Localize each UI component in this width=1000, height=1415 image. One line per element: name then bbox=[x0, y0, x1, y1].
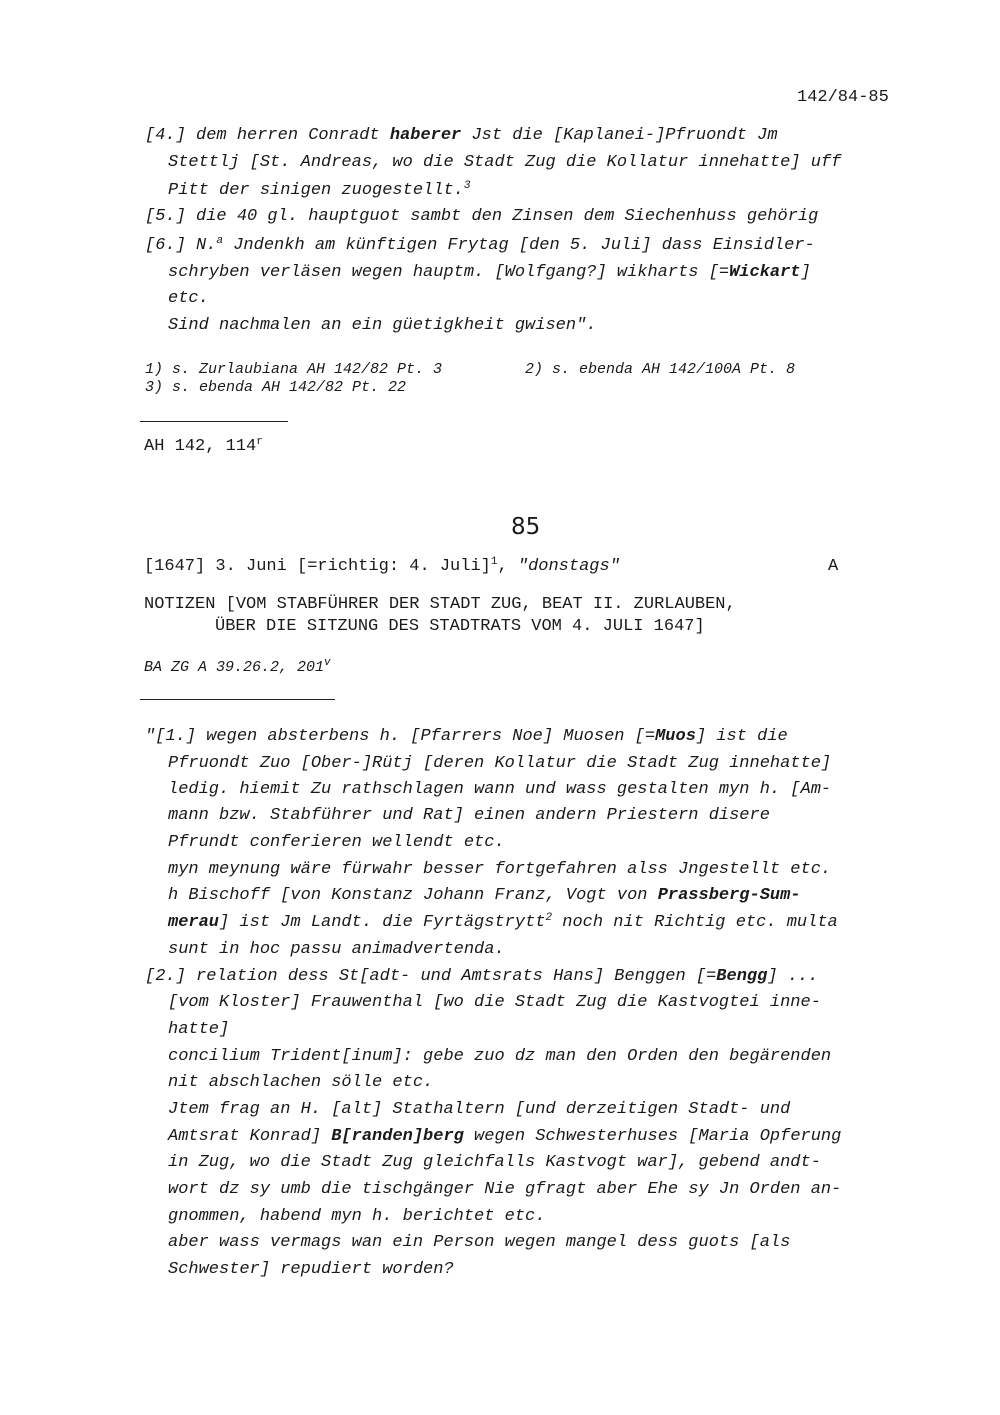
footnote-marker: 3 bbox=[463, 180, 471, 192]
bold-name: B[randen]berg bbox=[331, 1127, 464, 1146]
quoted-day: "donstags" bbox=[517, 557, 620, 576]
text-run: Jndenkh am künftigen Frytag [den 5. Juli] dass Einsidler- bbox=[223, 236, 815, 255]
text-run: schryben verläsen wegen hauptm. [Wolfgang?] wikharts [= bbox=[168, 263, 730, 282]
footnote: 1) s. Zurlaubiana AH 142/82 Pt. 3 bbox=[145, 361, 443, 378]
document-letter: A bbox=[828, 557, 839, 576]
footnote-marker: 2 bbox=[545, 912, 553, 924]
document-title-line: ÜBER DIE SITZUNG DES STADTRATS VOM 4. JULI 1647] bbox=[215, 617, 705, 636]
text-run: AH 142, 114 bbox=[144, 437, 257, 456]
text-line bbox=[168, 263, 811, 282]
text-run: Jst die [Kaplanei-]Pfruondt Jm bbox=[461, 126, 778, 145]
text-run: Pitt der sinigen zuogestellt. bbox=[168, 181, 464, 200]
text-run: BA ZG A 39.26.2, 201 bbox=[144, 659, 325, 676]
text-line: in Zug, wo die Stadt Zug gleichfalls Kastvogt war], gebend andt- bbox=[168, 1153, 821, 1172]
text-line: hatte] bbox=[168, 1020, 230, 1039]
text-line: wort dz sy umb die tischgänger Nie gfragt aber Ehe sy Jn Orden an- bbox=[168, 1180, 842, 1199]
text-line: Schwester] repudiert worden? bbox=[168, 1260, 454, 1279]
text-run: [4.] dem herren Conradt bbox=[145, 126, 390, 145]
footnote-marker: 1 bbox=[490, 556, 498, 568]
bold-name: Wickart bbox=[729, 263, 801, 282]
text-line: concilium Trident[inum]: gebe zuo dz man den Orden den begärenden bbox=[168, 1047, 832, 1066]
text-line: Stettlj [St. Andreas, wo die Stadt Zug die Kollatur innehatte] uff bbox=[168, 153, 842, 172]
text-line bbox=[145, 126, 778, 145]
text-run: , bbox=[497, 557, 518, 576]
text-line: aber wass vermags wan ein Person wegen mangel dess guots [als bbox=[168, 1233, 791, 1252]
text-run: [6.] N. bbox=[145, 236, 217, 255]
text-run: Amtsrat Konrad] bbox=[168, 1127, 332, 1146]
source-reference bbox=[144, 437, 263, 456]
text-line bbox=[168, 181, 470, 200]
bold-name: Muos bbox=[655, 727, 696, 746]
text-run: ] ist Jm Landt. die Fyrtägstrytt bbox=[219, 913, 546, 932]
bold-name: Bengg bbox=[716, 967, 768, 986]
text-line: Jtem frag an H. [alt] Stathaltern [und derzeitigen Stadt- und bbox=[168, 1100, 791, 1119]
superscript: a bbox=[216, 235, 224, 247]
text-line bbox=[168, 886, 801, 905]
text-line bbox=[145, 967, 818, 986]
superscript: r bbox=[256, 436, 263, 448]
text-line: nit abschlachen sölle etc. bbox=[168, 1073, 434, 1092]
date-line bbox=[144, 557, 620, 576]
archive-reference bbox=[144, 659, 331, 676]
document-title-line: NOTIZEN [VOM STABFÜHRER DER STADT ZUG, BEAT II. ZURLAUBEN, bbox=[144, 595, 736, 614]
bold-name: Prassberg-Sum- bbox=[657, 886, 801, 905]
text-line: Sind nachmalen an ein güetigkheit gwisen". bbox=[168, 316, 597, 335]
text-run: ] ... bbox=[767, 967, 819, 986]
text-line: Pfrundt conferieren wellendt etc. bbox=[168, 833, 505, 852]
superscript: v bbox=[324, 657, 331, 669]
text-run: [2.] relation dess St[adt- und Amtsrats Hans] Benggen [= bbox=[145, 967, 717, 986]
bold-name: merau bbox=[168, 913, 220, 932]
footnote: 2) s. ebenda AH 142/100A Pt. 8 bbox=[525, 361, 796, 378]
divider bbox=[140, 699, 335, 700]
text-run: wegen Schwesterhuses [Maria Opferung bbox=[463, 1127, 842, 1146]
text-line bbox=[145, 727, 788, 746]
text-run: ] bbox=[800, 263, 811, 282]
text-line: myn meynung wäre fürwahr besser fortgefahren alss Jngestellt etc. bbox=[168, 860, 832, 879]
text-run: h Bischoff [von Konstanz Johann Franz, Vogt von bbox=[168, 886, 658, 905]
footnote: 3) s. ebenda AH 142/82 Pt. 22 bbox=[145, 379, 407, 396]
text-run: noch nit Richtig etc. multa bbox=[552, 913, 838, 932]
text-line bbox=[145, 236, 815, 255]
text-line: [vom Kloster] Frauwenthal [wo die Stadt Zug die Kastvogtei inne- bbox=[168, 993, 821, 1012]
bold-name: haberer bbox=[389, 126, 462, 145]
text-line: ledig. hiemit Zu rathschlagen wann und wass gestalten myn h. [Am- bbox=[168, 780, 832, 799]
text-line: etc. bbox=[168, 289, 209, 308]
text-line: sunt in hoc passu animadvertenda. bbox=[168, 940, 505, 959]
document-number: 85 bbox=[511, 514, 541, 540]
text-line: gnommen, habend myn h. berichtet etc. bbox=[168, 1207, 546, 1226]
text-run: ] ist die bbox=[695, 727, 788, 746]
text-line bbox=[168, 913, 838, 932]
divider bbox=[140, 421, 288, 422]
text-line bbox=[168, 1127, 841, 1146]
text-line: Pfruondt Zuo [Ober-]Rütj [deren Kollatur die Stadt Zug innehatte] bbox=[168, 754, 832, 773]
page-number: 142/84-85 bbox=[797, 88, 889, 107]
text-run: [1647] 3. Juni [=richtig: 4. Juli] bbox=[144, 557, 491, 576]
text-line: [5.] die 40 gl. hauptguot sambt den Zinsen dem Siechenhuss gehörig bbox=[145, 207, 819, 226]
text-line: mann bzw. Stabführer und Rat] einen andern Priestern disere bbox=[168, 806, 770, 825]
text-run: "[1.] wegen absterbens h. [Pfarrers Noe] Muosen [= bbox=[145, 727, 656, 746]
